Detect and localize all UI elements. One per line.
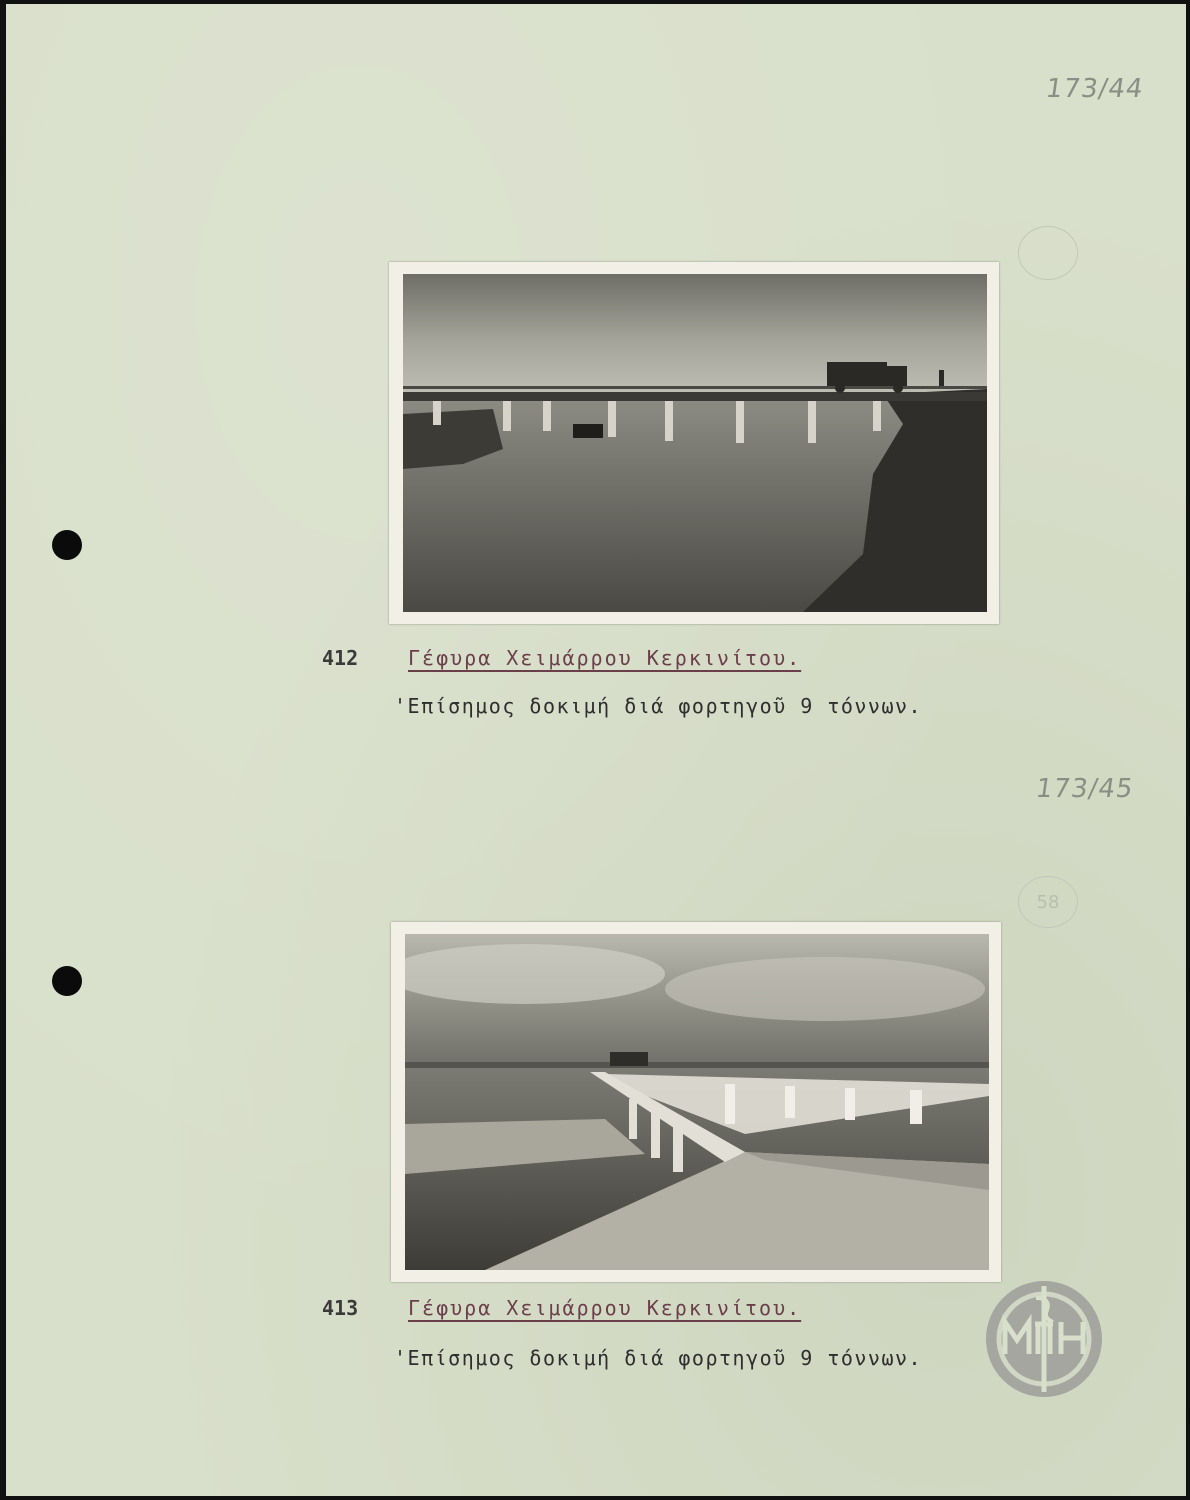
- archive-stamp-logo: [981, 1276, 1107, 1402]
- archive-ref-1: 173/44: [1043, 74, 1146, 104]
- entry-caption: 'Επίσημος δοκιμή διά φορτηγοῦ 9 τόννων.: [394, 694, 923, 718]
- circle-mark-2: 58: [1018, 876, 1078, 928]
- archive-ref-2: 173/45: [1033, 774, 1136, 804]
- entry-title: Γέφυρα Χειμάρρου Κερκινίτου.: [408, 646, 802, 670]
- punch-hole-top: [52, 530, 82, 560]
- photo-413-mount: [391, 922, 1001, 1282]
- photo-412: [403, 274, 987, 612]
- photo-413: [405, 934, 989, 1270]
- entry-caption: 'Επίσημος δοκιμή διά φορτηγοῦ 9 τόννων.: [394, 1346, 923, 1370]
- entry-title: Γέφυρα Χειμάρρου Κερκινίτου.: [408, 1296, 802, 1320]
- document-page: [6, 4, 1186, 1496]
- photo-412-mount: [389, 262, 999, 624]
- punch-hole-bottom: [52, 966, 82, 996]
- circle-mark-1: [1018, 226, 1078, 280]
- entry-number: 413: [322, 1296, 359, 1320]
- entry-number: 412: [322, 646, 359, 670]
